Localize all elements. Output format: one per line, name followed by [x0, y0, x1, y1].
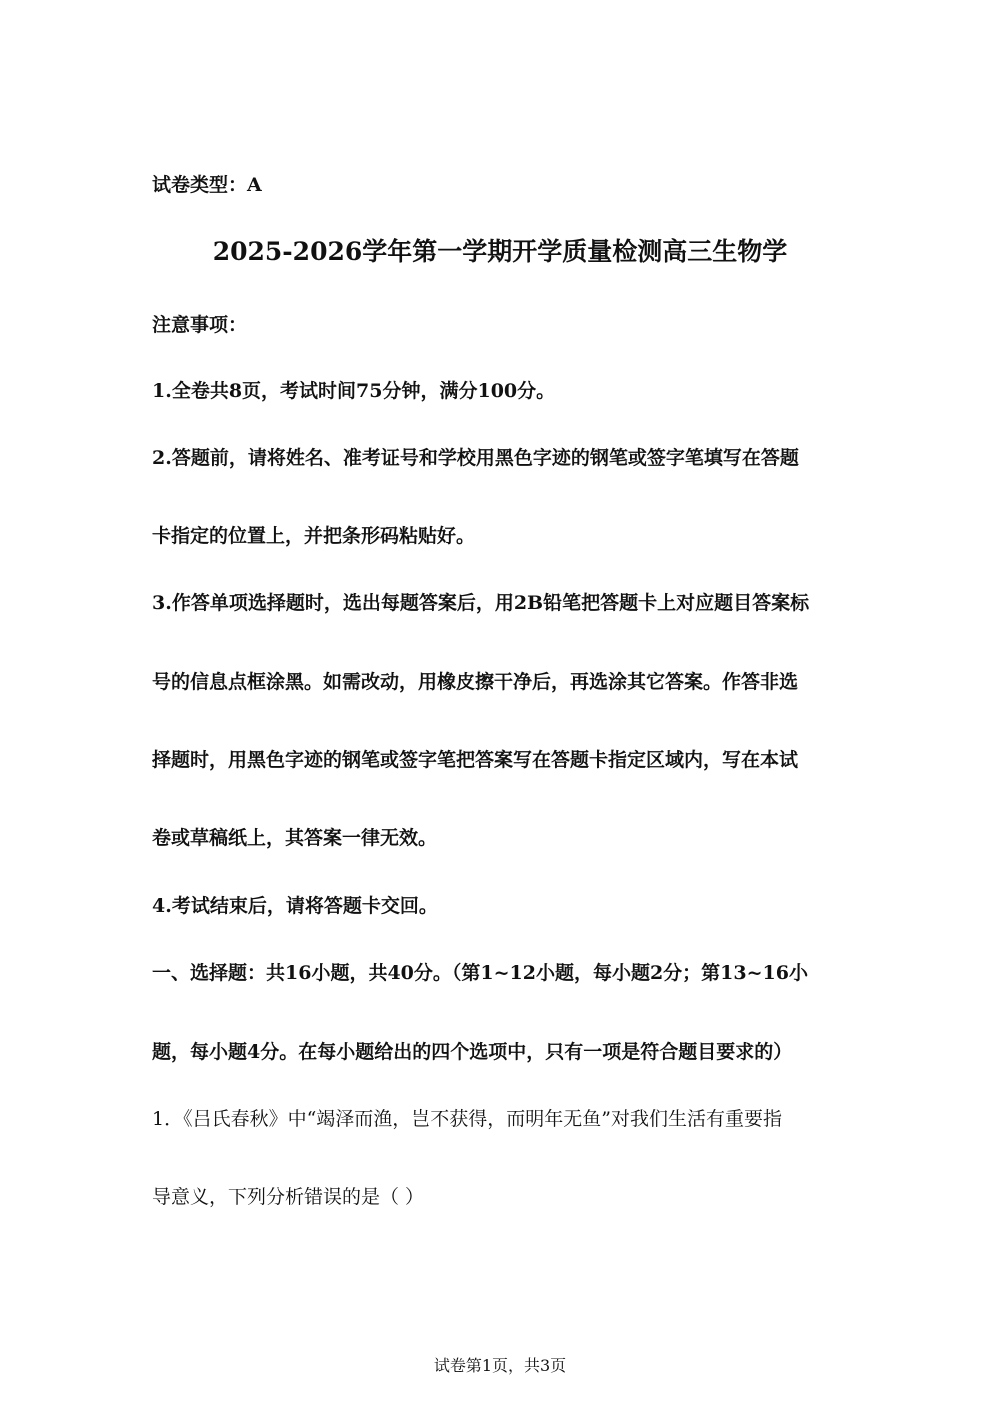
exam-title: 2025-2026学年第一学期开学质量检测高三生物学 [212, 237, 788, 266]
notice-item-2-line-1: 2.答题前，请将姓名、准考证号和学校用黑色字迹的钢笔或签字笔填写在答题 [152, 447, 799, 469]
notice-item-3-line-2: 号的信息点框涂黑。如需改动，用橡皮擦干净后，再选涂其它答案。作答非选 [152, 671, 799, 693]
notice-item-1: 1.全卷共8页，考试时间75分钟，满分100分。 [152, 380, 556, 402]
notice-item-3-line-4: 卷或草稿纸上，其答案一律无效。 [152, 827, 438, 849]
section-1-heading-line-2: 题，每小题4分。在每小题给出的四个选项中，只有一项是符合题目要求的） [152, 1041, 793, 1063]
question-1-line-2: 导意义，下列分析错误的是（ ） [152, 1186, 425, 1208]
page-footer: 试卷第1页，共3页 [433, 1356, 567, 1375]
notice-heading: 注意事项： [152, 314, 248, 336]
notice-item-3-line-1: 3.作答单项选择题时，选出每题答案后，用2B铅笔把答题卡上对应题目答案标 [152, 592, 810, 614]
notice-item-3-line-3: 择题时，用黑色字迹的钢笔或签字笔把答案写在答题卡指定区域内，写在本试 [152, 749, 799, 771]
notice-item-4: 4.考试结束后，请将答题卡交回。 [152, 895, 438, 917]
question-1-line-1: 1．《吕氏春秋》中“竭泽而渔，岂不获得，而明年无鱼”对我们生活有重要指 [152, 1108, 783, 1130]
paper-type-label: 试卷类型：A [152, 174, 262, 196]
notice-item-2-line-2: 卡指定的位置上，并把条形码粘贴好。 [152, 525, 476, 547]
section-1-heading-line-1: 一、选择题：共16小题，共40分。（第1~12小题，每小题2分；第13~16小 [152, 962, 808, 984]
